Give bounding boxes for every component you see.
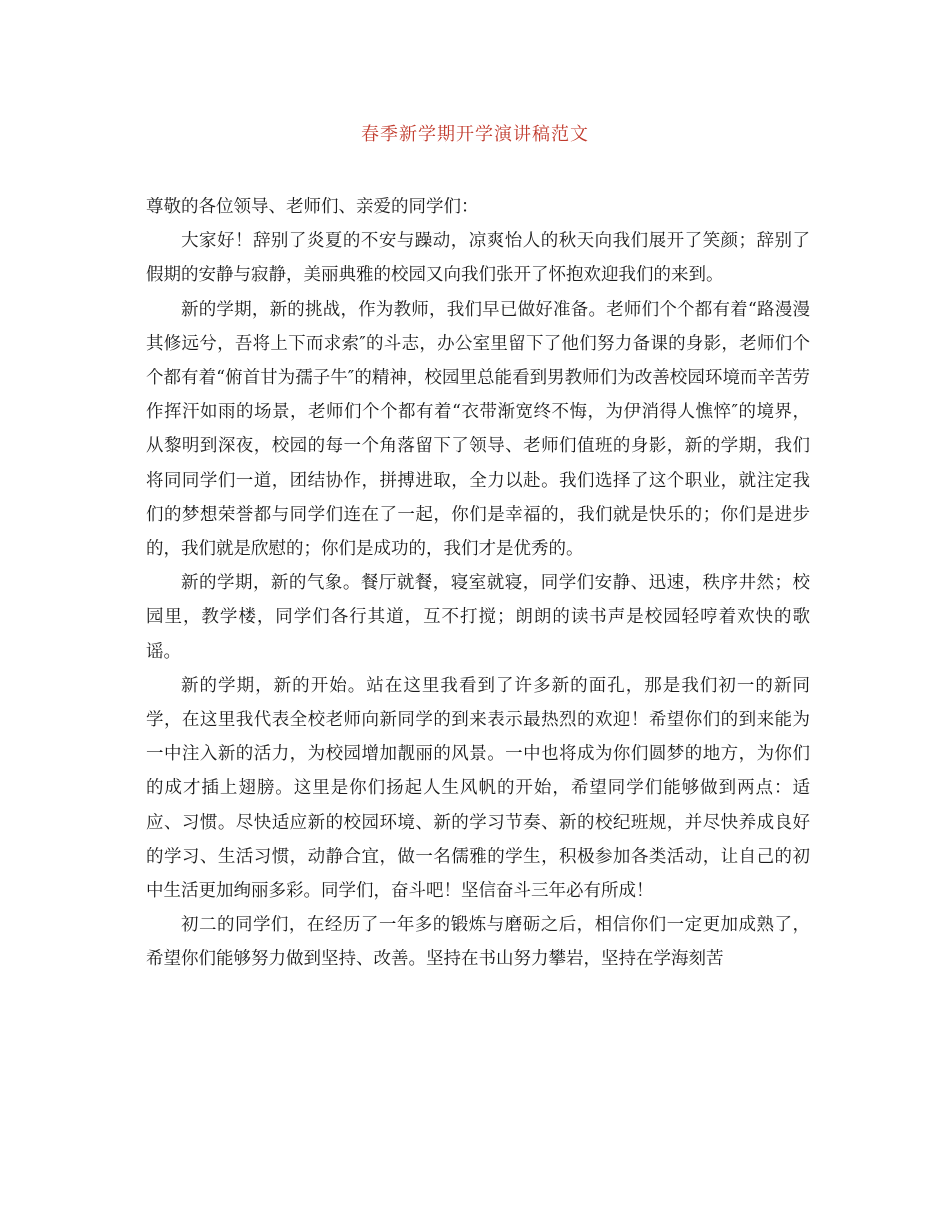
paragraph-new-beginning: 新的学期，新的开始。站在这里我看到了许多新的面孔，那是我们初一的新同学，在这里我代表全校老师向新同学的到来表示最热烈的欢迎！希望你们的到来能为一中注入新的活力，为校园增加靓丽的风景。一中也将成为你们圆梦的地方，为你们的成才插上翅膀。这里是你们扬起人生风帆的开始，希望同学们能够做到两点：适应、习惯。尽快适应新的校园环境、新的学习节奏、新的校纪班规，并尽快养成良好的学习、生活习惯，动静合宜，做一名儒雅的学生，积极参加各类活动，让自己的初中生活更加绚丽多彩。同学们，奋斗吧！坚信奋斗三年必有所成！: [146, 675, 810, 902]
paragraph-grade-two: 初二的同学们，在经历了一年多的锻炼与磨砺之后，相信你们一定更加成熟了，希望你们能够努力做到坚持、改善。坚持在书山努力攀岩，坚持在学海刻苦: [146, 915, 810, 970]
document-body: [146, 190, 810, 977]
paragraph-greeting: 大家好！辞别了炎夏的不安与躁动，凉爽怡人的秋天向我们展开了笑颜；辞别了假期的安静与寂静，美丽典雅的校园又向我们张开了怀抱欢迎我们的来到。: [146, 231, 810, 286]
paragraph-new-atmosphere: 新的学期，新的气象。餐厅就餐，寝室就寝，同学们安静、迅速，秩序井然；校园里，教学楼，同学们各行其道，互不打搅；朗朗的读书声是校园轻哼着欢快的歌谣。: [146, 573, 810, 662]
salutation: 尊敬的各位领导、老师们、亲爱的同学们：: [146, 197, 479, 217]
document-title: 春季新学期开学演讲稿范文: [361, 124, 589, 145]
paragraph-new-challenge: 新的学期，新的挑战，作为教师，我们早已做好准备。老师们个个都有着“路漫漫其修远兮，吾将上下而求索″的斗志，办公室里留下了他们努力备课的身影，老师们个个都有着“俯首甘为孺子牛″的精神，校园里总能看到男教师们为改善校园环境而辛苦劳作挥汗如雨的场景，老师们个个都有着“衣带渐宽终不悔，为伊消得人憔悴″的境界， 从黎明到深夜，校园的每一个角落留下了领导、老师们值班的身影，新的学期，我们将同同学们一道，团结协作，拼搏进取，全力以赴。我们选择了这个职业，就注定我们的梦想荣誉都与同学们连在了一起，你们是幸福的，我们就是快乐的；你们是进步的，我们就是欣慰的；你们是成功的，我们才是优秀的。: [146, 299, 810, 560]
